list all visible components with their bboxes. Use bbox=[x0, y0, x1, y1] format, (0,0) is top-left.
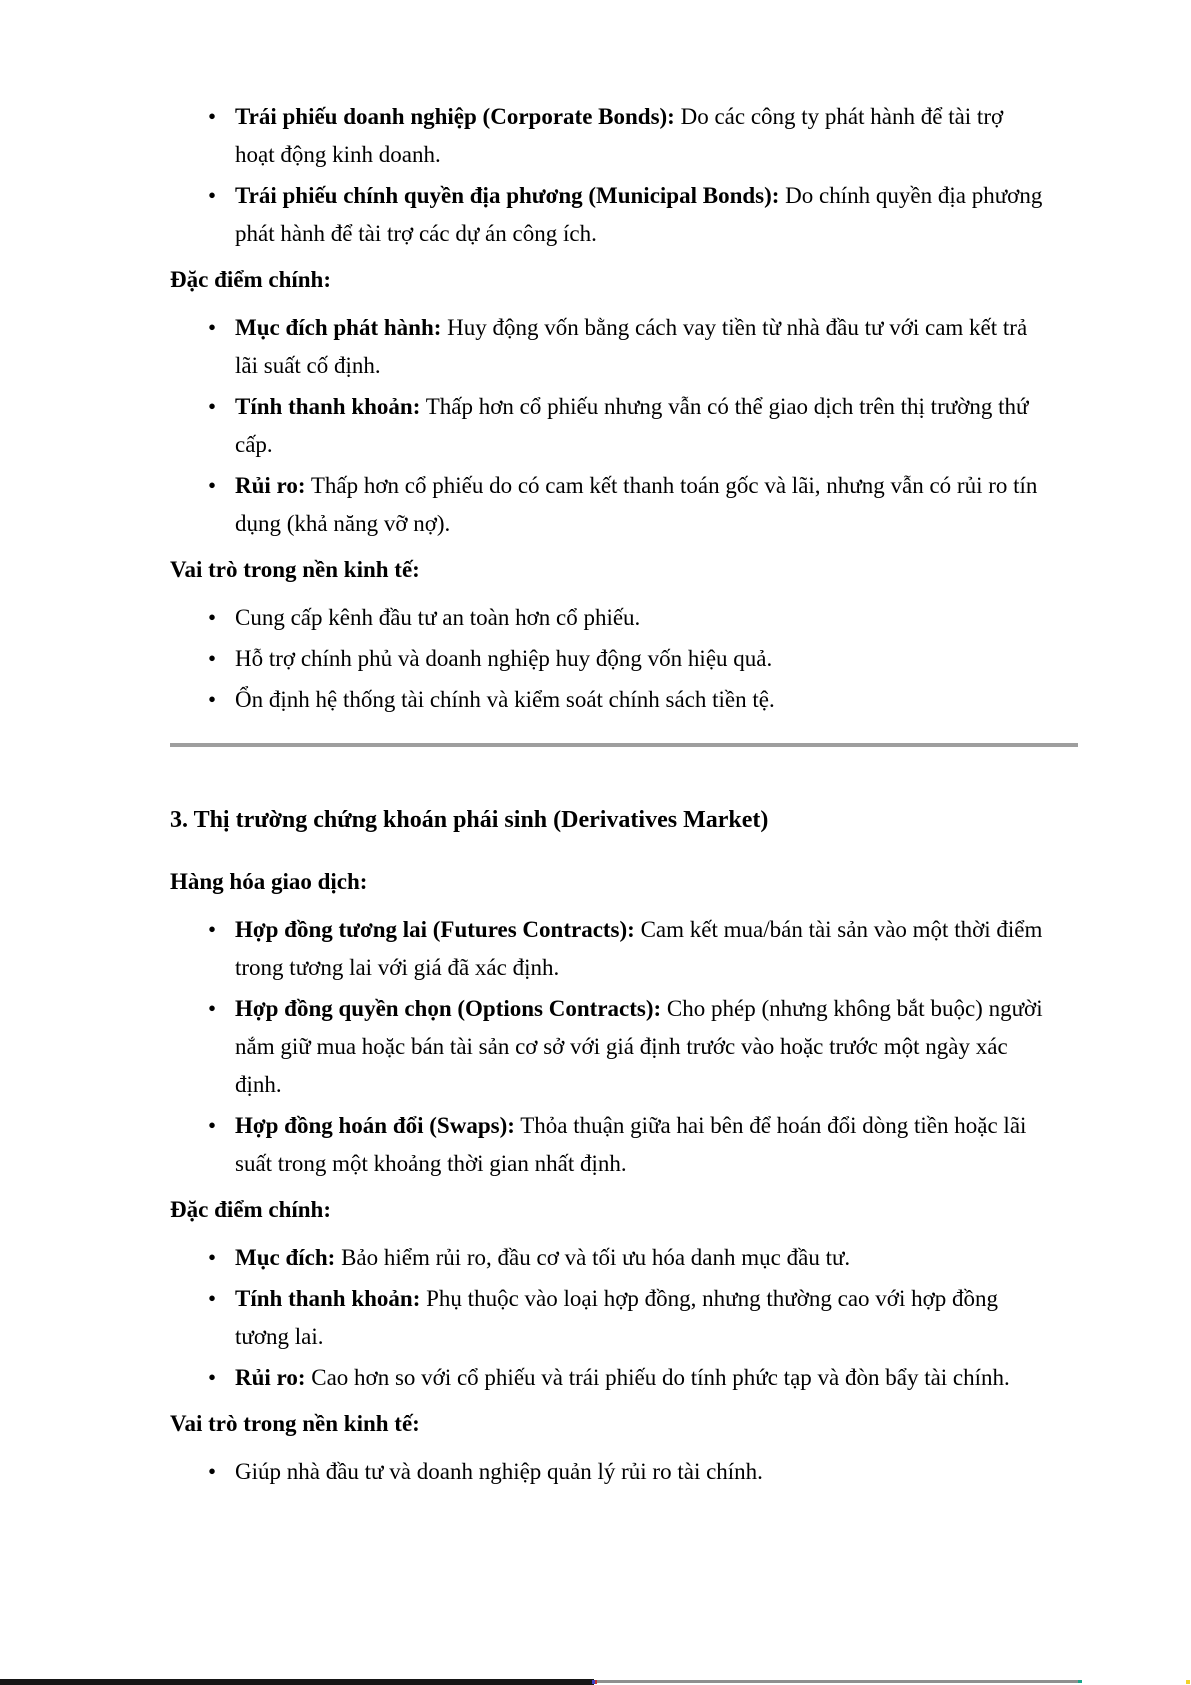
term-label: Rủi ro: bbox=[235, 473, 306, 498]
list-item bbox=[170, 911, 1045, 987]
term-label: Hợp đồng hoán đổi (Swaps): bbox=[235, 1113, 515, 1138]
term-label: Mục đích: bbox=[235, 1245, 336, 1270]
list-item bbox=[170, 599, 1045, 637]
term-label: Tính thanh khoản: bbox=[235, 394, 421, 419]
term-label: Trái phiếu doanh nghiệp (Corporate Bonds): bbox=[235, 104, 675, 129]
pixel-artifact bbox=[1186, 1680, 1190, 1684]
derivatives-features-list bbox=[170, 1239, 1045, 1397]
list-item-text: Hỗ trợ chính phủ và doanh nghiệp huy động vốn hiệu quả. bbox=[235, 646, 773, 671]
list-item bbox=[170, 177, 1045, 253]
section-divider bbox=[170, 743, 1078, 747]
list-item bbox=[170, 388, 1045, 464]
derivatives-section-title: 3. Thị trường chứng khoán phái sinh (Derivatives Market) bbox=[170, 807, 769, 833]
term-desc: Bảo hiểm rủi ro, đầu cơ và tối ưu hóa danh mục đầu tư. bbox=[341, 1245, 851, 1270]
term-desc: Thỏa thuận giữa hai bên để hoán đổi dòng tiền hoặc lãi suất trong một khoảng thời gian nhất định. bbox=[235, 1113, 1027, 1176]
term-label: Trái phiếu chính quyền địa phương (Municipal Bonds): bbox=[235, 183, 780, 208]
derivatives-roles-list bbox=[170, 1453, 1045, 1491]
derivatives-goods-list bbox=[170, 911, 1045, 1183]
bond-features-heading: Đặc điểm chính: bbox=[170, 267, 331, 292]
derivatives-roles-heading: Vai trò trong nền kinh tế: bbox=[170, 1411, 420, 1436]
list-item-text: Cung cấp kênh đầu tư an toàn hơn cổ phiếu. bbox=[235, 605, 641, 630]
derivatives-goods-heading: Hàng hóa giao dịch: bbox=[170, 869, 368, 894]
term-label: Tính thanh khoản: bbox=[235, 1286, 421, 1311]
taskbar-peek bbox=[0, 1679, 594, 1685]
list-item bbox=[170, 1239, 1045, 1277]
bond-roles-list bbox=[170, 599, 1045, 719]
bond-roles-heading: Vai trò trong nền kinh tế: bbox=[170, 557, 420, 582]
term-desc: Cao hơn so với cổ phiếu và trái phiếu do tính phức tạp và đòn bẩy tài chính. bbox=[311, 1365, 1010, 1390]
list-item bbox=[170, 1359, 1045, 1397]
term-desc: Huy động vốn bằng cách vay tiền từ nhà đầu tư với cam kết trả lãi suất cố định. bbox=[235, 315, 1028, 378]
list-item bbox=[170, 98, 1045, 174]
term-label: Mục đích phát hành: bbox=[235, 315, 442, 340]
list-item bbox=[170, 990, 1045, 1104]
list-item bbox=[170, 640, 1045, 678]
bottom-edge-strip bbox=[0, 1677, 1191, 1685]
term-label: Hợp đồng quyền chọn (Options Contracts): bbox=[235, 996, 662, 1021]
term-desc: Cho phép (nhưng không bắt buộc) người nắm giữ mua hoặc bán tài sản cơ sở với giá định trước vào hoặc trước một ngày xác định. bbox=[235, 996, 1043, 1097]
pixel-artifact bbox=[1078, 1680, 1082, 1683]
term-desc: Do chính quyền địa phương phát hành để tài trợ các dự án công ích. bbox=[235, 183, 1043, 246]
pixel-artifact bbox=[595, 1680, 597, 1684]
term-label: Hợp đồng tương lai (Futures Contracts): bbox=[235, 917, 635, 942]
term-desc: Thấp hơn cổ phiếu nhưng vẫn có thể giao dịch trên thị trường thứ cấp. bbox=[235, 394, 1029, 457]
bond-features-list bbox=[170, 309, 1045, 543]
list-item bbox=[170, 1280, 1045, 1356]
list-item bbox=[170, 1107, 1045, 1183]
list-item-text: Ổn định hệ thống tài chính và kiểm soát chính sách tiền tệ. bbox=[235, 687, 775, 712]
list-item bbox=[170, 681, 1045, 719]
term-desc: Do các công ty phát hành để tài trợ hoạt động kinh doanh. bbox=[235, 104, 1004, 167]
term-desc: Cam kết mua/bán tài sản vào một thời điểm trong tương lai với giá đã xác định. bbox=[235, 917, 1043, 980]
term-label: Rủi ro: bbox=[235, 1365, 306, 1390]
term-desc: Thấp hơn cổ phiếu do có cam kết thanh toán gốc và lãi, nhưng vẫn có rủi ro tín dụng (khả năng vỡ nợ). bbox=[235, 473, 1038, 536]
derivatives-features-heading: Đặc điểm chính: bbox=[170, 1197, 331, 1222]
bond-types-list bbox=[170, 98, 1045, 253]
list-item bbox=[170, 467, 1045, 543]
list-item bbox=[170, 309, 1045, 385]
term-desc: Phụ thuộc vào loại hợp đồng, nhưng thường cao với hợp đồng tương lai. bbox=[235, 1286, 999, 1349]
list-item-text: Giúp nhà đầu tư và doanh nghiệp quản lý rủi ro tài chính. bbox=[235, 1459, 763, 1484]
list-item bbox=[170, 1453, 1045, 1491]
